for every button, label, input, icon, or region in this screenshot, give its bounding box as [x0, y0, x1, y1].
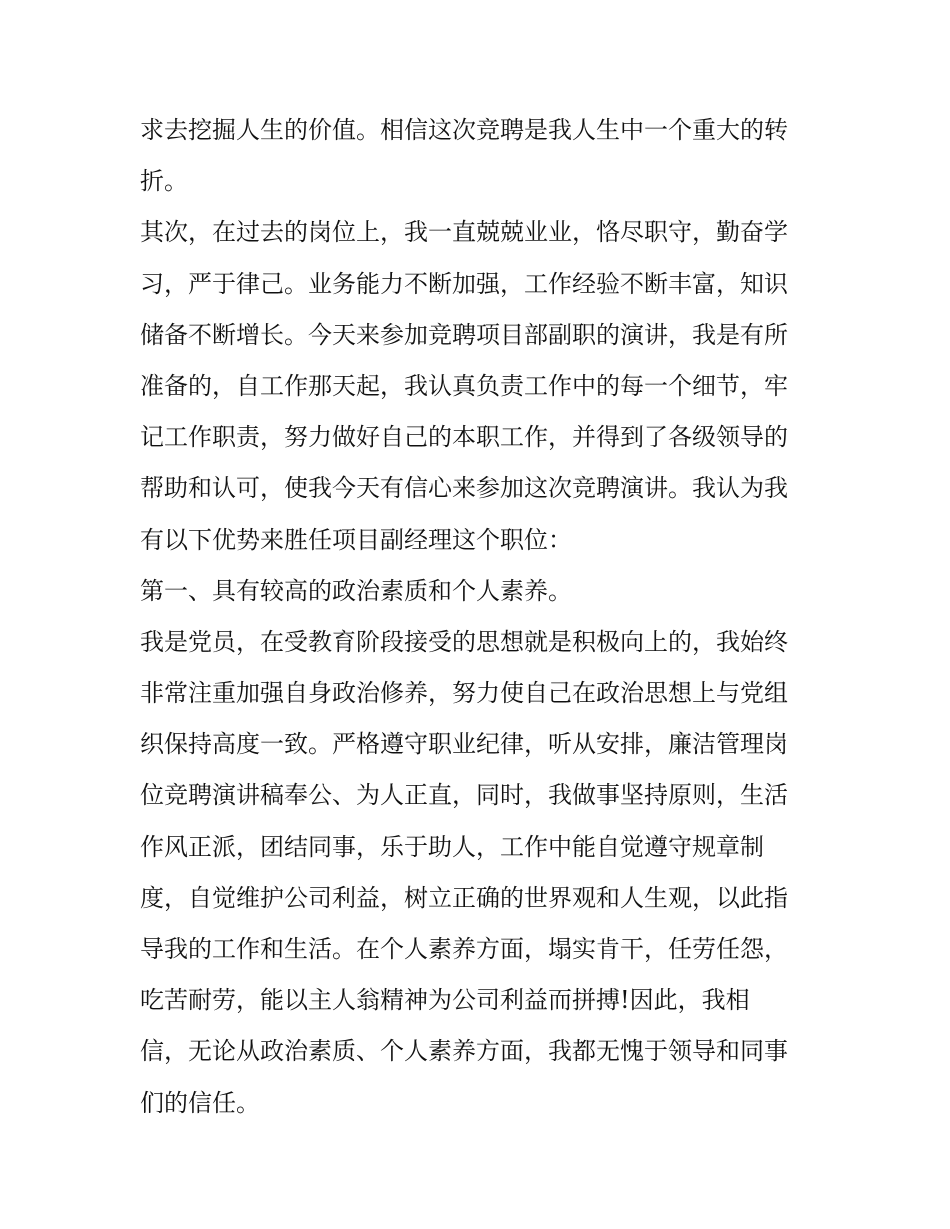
- text-line: 吃苦耐劳，能以主人翁精神为公司利益而拼搏!因此，我相: [140, 986, 750, 1015]
- text-line: 作风正派，团结同事，乐于助人，工作中能自觉遵守规章制: [140, 832, 764, 861]
- text-line: 位竞聘演讲稿奉公、为人正直，同时，我做事坚持原则，生活: [140, 781, 788, 810]
- text-line: 储备不断增长。今天来参加竞聘项目部副职的演讲，我是有所: [140, 320, 788, 349]
- text-line: 折。: [140, 167, 188, 196]
- text-line: 导我的工作和生活。在个人素养方面，塌实肯干，任劳任怨，: [140, 935, 788, 963]
- text-line: 信，无论从政治素质、个人素养方面，我都无愧于领导和同事: [140, 1037, 788, 1066]
- text-line: 我是党员，在受教育阶段接受的思想就是积极向上的，我始终: [140, 627, 788, 656]
- text-line: 求去挖掘人生的价值。相信这次竞聘是我人生中一个重大的转: [140, 116, 788, 144]
- section-heading: 第一、具有较高的政治素质和个人素养。: [140, 576, 572, 605]
- text-line: 记工作职责，努力做好自己的本职工作，并得到了各级领导的: [140, 423, 788, 452]
- text-line: 准备的，自工作那天起，我认真负责工作中的每一个细节，牢: [140, 371, 788, 400]
- text-line: 帮助和认可，使我今天有信心来参加这次竞聘演讲。我认为我: [140, 474, 788, 503]
- text-line: 有以下优势来胜任项目副经理这个职位：: [140, 525, 572, 554]
- text-line: 其次，在过去的岗位上，我一直兢兢业业，恪尽职守，勤奋学: [140, 218, 788, 247]
- text-line: 织保持高度一致。严格遵守职业纪律，听从安排，廉洁管理岗: [140, 730, 788, 759]
- text-line: 们的信任。: [140, 1088, 260, 1117]
- document-body: [140, 105, 812, 1129]
- text-line: 度，自觉维护公司利益，树立正确的世界观和人生观，以此指: [140, 883, 788, 912]
- text-line: 习，严于律己。业务能力不断加强，工作经验不断丰富，知识: [140, 269, 788, 298]
- text-line: 非常注重加强自身政治修养，努力使自己在政治思想上与党组: [140, 679, 788, 708]
